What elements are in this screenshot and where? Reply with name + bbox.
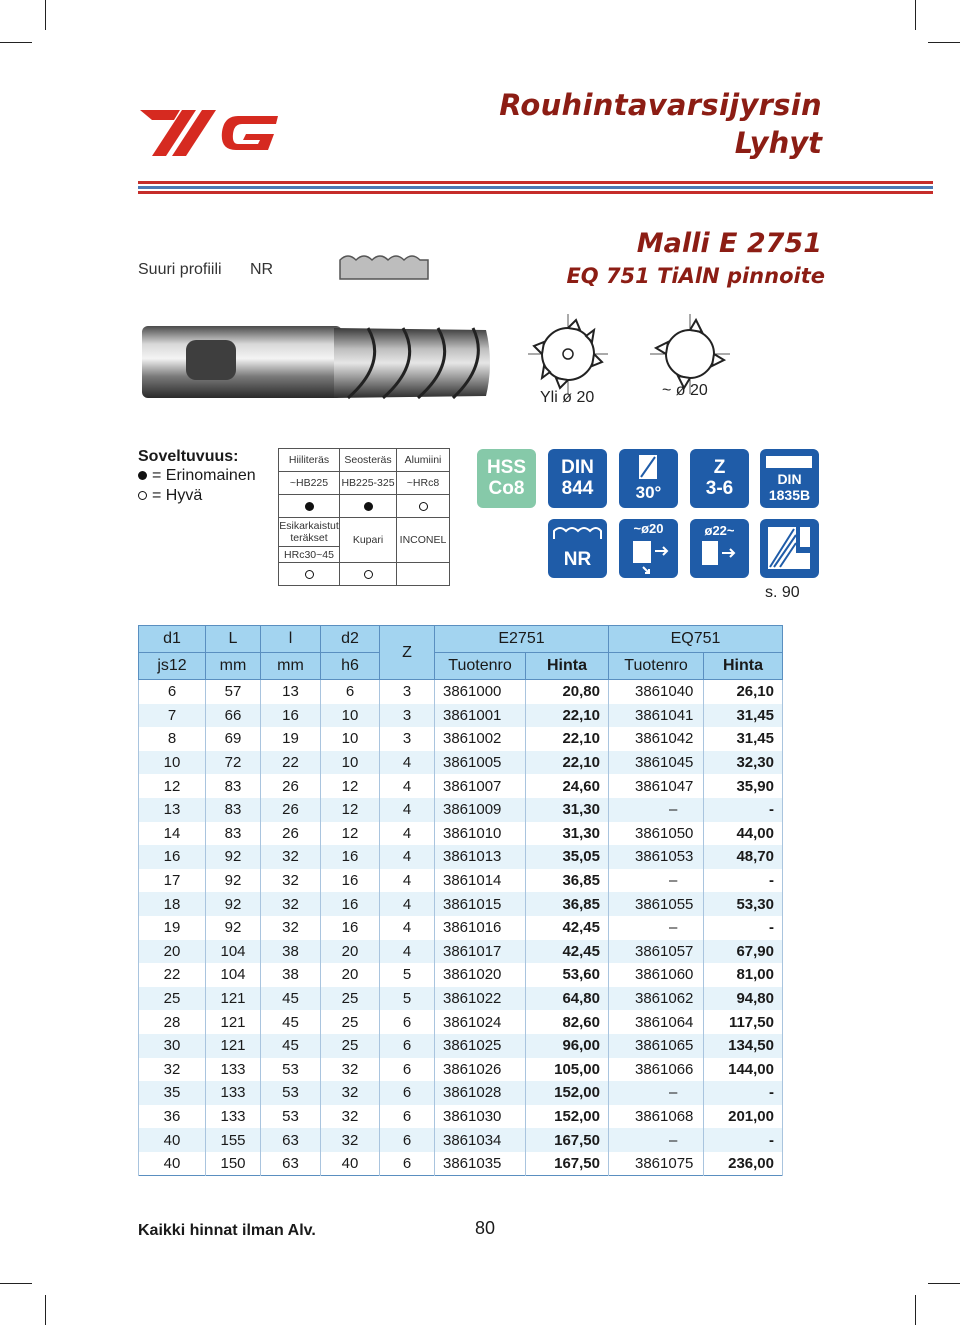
- table-cell: 3861000: [435, 680, 526, 704]
- table-row: [139, 727, 783, 751]
- table-cell: 14: [139, 822, 206, 846]
- col-price-eq: Hinta: [704, 653, 783, 680]
- table-cell: 10: [321, 727, 380, 751]
- col-z: Z: [380, 626, 435, 680]
- product-table: d1 L l d2 Z E2751 EQ751 js12 mm mm h6 Tuotenro Hinta Tuotenro Hinta 6 57 13 6 3 3861000 20,80 3861040 26,10 7 66 16 10 3 3861001 22,10 3861041 31,45 8 69 19 10 3 3861002 22,10 3861042 31,45 10 72 22 10 4 3861005 22,10 3861045 32,30 12 83 26 12 4 3861007 24,60 3861047 35,90 13 83 26 12 4 3861009 31,30 – - 14 83 26 12 4 3861010 31,30 3861050 44,00 16 92 32 16 4 3861013 35,05 3861053 48,70 17 92 32 16 4 3861014 36,85 – - 18 92 32 16 4 3861015 36,85 3861055 53,30 19 92 32 16 4 3861016 42,45 – - 20 104 38 20 4 3861017 42,45 3861057 67,90 22 104 38 20 5 3861020 53,60 3861060 81,00 25 121 45 25 5 3861022 64,80 3861062 94,80 28 121 45 25 6 3861024 82,60 3861064 117,50 30 121 45 25 6 3861025 96,00 3861065 134,50 32 133 53 32 6 3861026 105,00 3861066 144,00 35 133 53 32 6 3861028 152,00 – - 36 133 53 32 6 3861030 152,00 3861068 201,00 40 155 63 32 6 3861034 167,50 – - 40 150 63 40 6 3861035 167,50 3861075 236,00: [138, 625, 783, 1176]
- table-cell: 22: [261, 751, 321, 775]
- table-cell: 36,85: [526, 869, 609, 893]
- divider-stripe-red: [138, 181, 933, 184]
- table-cell: –: [609, 798, 704, 822]
- table-cell: 3861055: [609, 892, 704, 916]
- table-cell: 3861002: [435, 727, 526, 751]
- group-e2751: E2751: [435, 626, 609, 653]
- table-cell: 35,05: [526, 845, 609, 869]
- crop-mark: [915, 1295, 916, 1325]
- table-cell: 10: [321, 751, 380, 775]
- filled-dot-icon: [364, 502, 373, 511]
- table-row: [139, 1058, 783, 1082]
- table-cell: 152,00: [526, 1105, 609, 1129]
- table-cell: 22,10: [526, 727, 609, 751]
- table-cell: 117,50: [704, 1010, 783, 1034]
- table-cell: 3861010: [435, 822, 526, 846]
- table-cell: 3861053: [609, 845, 704, 869]
- table-cell: 167,50: [526, 1152, 609, 1176]
- table-row: [139, 704, 783, 728]
- table-cell: 35: [139, 1081, 206, 1105]
- table-cell: 3861015: [435, 892, 526, 916]
- table-cell: -: [704, 916, 783, 940]
- table-cell: –: [609, 916, 704, 940]
- filled-dot-icon: [305, 502, 314, 511]
- table-cell: 22: [139, 963, 206, 987]
- table-cell: 25: [139, 987, 206, 1011]
- table-cell: 20,80: [526, 680, 609, 704]
- table-cell: 96,00: [526, 1034, 609, 1058]
- table-cell: 53,30: [704, 892, 783, 916]
- table-cell: 167,50: [526, 1128, 609, 1152]
- shank-icon: [760, 452, 819, 472]
- cross-section-over-20-icon: [528, 314, 608, 399]
- table-cell: 40: [139, 1152, 206, 1176]
- table-cell: 32,30: [704, 751, 783, 775]
- table-row: [139, 822, 783, 846]
- open-dot-icon: [138, 491, 147, 500]
- table-cell: 4: [380, 751, 435, 775]
- shoulder-milling-icon: [760, 519, 819, 578]
- table-row: [139, 680, 783, 704]
- table-cell: 3861024: [435, 1010, 526, 1034]
- crop-mark: [928, 42, 960, 43]
- table-cell: 3861030: [435, 1105, 526, 1129]
- table-cell: 40: [321, 1152, 380, 1176]
- table-cell: 10: [321, 704, 380, 728]
- table-cell: 4: [380, 916, 435, 940]
- table-cell: 92: [206, 869, 261, 893]
- table-cell: -: [704, 1081, 783, 1105]
- cross-section-caption-2: ~ ø 20: [662, 382, 708, 399]
- table-cell: 12: [321, 774, 380, 798]
- table-cell: 20: [139, 940, 206, 964]
- table-cell: 72: [206, 751, 261, 775]
- table-cell: 105,00: [526, 1058, 609, 1082]
- table-cell: 3861014: [435, 869, 526, 893]
- table-cell: 36,85: [526, 892, 609, 916]
- table-cell: 67,90: [704, 940, 783, 964]
- table-cell: 5: [380, 987, 435, 1011]
- table-row: [139, 774, 783, 798]
- table-cell: 42,45: [526, 916, 609, 940]
- table-row: [139, 1105, 783, 1129]
- table-cell: 104: [206, 940, 261, 964]
- table-row: [139, 869, 783, 893]
- col-L: L: [206, 626, 261, 653]
- table-cell: 3: [380, 704, 435, 728]
- table-cell: 6: [380, 1081, 435, 1105]
- side-milling-badge: ø22~: [690, 519, 749, 578]
- table-cell: 66: [206, 704, 261, 728]
- table-cell: 3861035: [435, 1152, 526, 1176]
- page-number: 80: [475, 1218, 496, 1238]
- table-cell: 31,45: [704, 727, 783, 751]
- crop-mark: [928, 1283, 960, 1284]
- table-row: [139, 987, 783, 1011]
- cross-section-caption-1: Yli ø 20: [540, 389, 595, 406]
- table-cell: 32: [261, 916, 321, 940]
- table-cell: 20: [321, 963, 380, 987]
- table-cell: 3861017: [435, 940, 526, 964]
- nr-profile-icon: [338, 252, 430, 285]
- table-cell: 3861040: [609, 680, 704, 704]
- table-cell: 31,30: [526, 822, 609, 846]
- table-row: [139, 751, 783, 775]
- table-cell: 16: [139, 845, 206, 869]
- table-cell: 3861020: [435, 963, 526, 987]
- crop-mark: [915, 0, 916, 30]
- table-cell: 3861034: [435, 1128, 526, 1152]
- table-cell: 83: [206, 798, 261, 822]
- table-cell: 7: [139, 704, 206, 728]
- table-cell: 53: [261, 1105, 321, 1129]
- din-844-badge: DIN 844: [548, 449, 607, 508]
- table-cell: 53: [261, 1081, 321, 1105]
- legend-excellent: = Erinomainen: [138, 467, 256, 485]
- table-cell: 92: [206, 892, 261, 916]
- table-cell: 82,60: [526, 1010, 609, 1034]
- suitability-title: Soveltuvuus:: [138, 448, 239, 465]
- table-cell: 26: [261, 774, 321, 798]
- open-dot-icon: [305, 570, 314, 579]
- table-row: [139, 1128, 783, 1152]
- table-row: [139, 798, 783, 822]
- table-cell: 32: [321, 1058, 380, 1082]
- table-cell: 3: [380, 680, 435, 704]
- table-cell: 92: [206, 916, 261, 940]
- table-cell: 18: [139, 892, 206, 916]
- table-cell: 3861028: [435, 1081, 526, 1105]
- table-row: [139, 963, 783, 987]
- table-cell: 20: [321, 940, 380, 964]
- yg-logo: [138, 100, 283, 158]
- table-cell: –: [609, 1128, 704, 1152]
- crop-mark: [0, 42, 32, 43]
- table-cell: 38: [261, 940, 321, 964]
- table-cell: 32: [261, 869, 321, 893]
- table-cell: 25: [321, 1010, 380, 1034]
- table-cell: 28: [139, 1010, 206, 1034]
- table-cell: 6: [380, 1010, 435, 1034]
- table-cell: 26: [261, 822, 321, 846]
- table-cell: 6: [380, 1128, 435, 1152]
- application-badge: [760, 519, 819, 578]
- page-reference: s. 90: [765, 584, 800, 601]
- table-cell: 3861075: [609, 1152, 704, 1176]
- flutes-badge: Z 3-6: [690, 449, 749, 508]
- group-eq751: EQ751: [609, 626, 783, 653]
- hss-co8-badge: HSS Co8: [477, 449, 536, 508]
- table-cell: 42,45: [526, 940, 609, 964]
- table-cell: 32: [139, 1058, 206, 1082]
- table-cell: 6: [380, 1058, 435, 1082]
- table-cell: 6: [321, 680, 380, 704]
- table-cell: 26: [261, 798, 321, 822]
- table-cell: 3861007: [435, 774, 526, 798]
- table-cell: 24,60: [526, 774, 609, 798]
- table-cell: 3861060: [609, 963, 704, 987]
- table-cell: 3861047: [609, 774, 704, 798]
- side-milling-icon: [690, 539, 749, 575]
- table-cell: 3861013: [435, 845, 526, 869]
- table-row: [139, 940, 783, 964]
- slotting-badge: ~ø20: [619, 519, 678, 578]
- table-cell: 32: [261, 845, 321, 869]
- table-cell: 25: [321, 1034, 380, 1058]
- table-cell: 133: [206, 1081, 261, 1105]
- table-cell: 81,00: [704, 963, 783, 987]
- open-dot-icon: [419, 502, 428, 511]
- table-cell: 4: [380, 774, 435, 798]
- table-cell: 63: [261, 1128, 321, 1152]
- table-cell: 63: [261, 1152, 321, 1176]
- end-mill-image: [138, 318, 498, 413]
- table-cell: 152,00: [526, 1081, 609, 1105]
- table-cell: 4: [380, 822, 435, 846]
- page-subtitle: Lyhyt: [734, 126, 822, 160]
- table-cell: 121: [206, 987, 261, 1011]
- table-cell: 44,00: [704, 822, 783, 846]
- table-cell: -: [704, 798, 783, 822]
- table-cell: 3861068: [609, 1105, 704, 1129]
- table-cell: 83: [206, 774, 261, 798]
- filled-dot-icon: [138, 471, 147, 480]
- table-cell: 45: [261, 1034, 321, 1058]
- profile-value: NR: [250, 261, 274, 278]
- table-row: [139, 1152, 783, 1176]
- crop-mark: [0, 1283, 32, 1284]
- col-d1: d1: [139, 626, 206, 653]
- table-cell: 64,80: [526, 987, 609, 1011]
- table-cell: 121: [206, 1010, 261, 1034]
- table-cell: 6: [380, 1152, 435, 1176]
- table-cell: 150: [206, 1152, 261, 1176]
- table-cell: 3861005: [435, 751, 526, 775]
- helix-angle-badge: 30°: [619, 449, 678, 508]
- table-cell: -: [704, 869, 783, 893]
- table-cell: 3861009: [435, 798, 526, 822]
- table-cell: –: [609, 869, 704, 893]
- table-cell: 6: [380, 1105, 435, 1129]
- table-cell: 32: [321, 1105, 380, 1129]
- table-cell: 4: [380, 798, 435, 822]
- table-cell: 25: [321, 987, 380, 1011]
- table-cell: 19: [139, 916, 206, 940]
- table-cell: 3861065: [609, 1034, 704, 1058]
- table-cell: 8: [139, 727, 206, 751]
- table-cell: –: [609, 1081, 704, 1105]
- table-cell: 16: [321, 892, 380, 916]
- table-cell: 3861057: [609, 940, 704, 964]
- table-cell: 121: [206, 1034, 261, 1058]
- table-cell: 4: [380, 845, 435, 869]
- table-cell: 13: [139, 798, 206, 822]
- table-cell: 16: [261, 704, 321, 728]
- table-cell: 12: [321, 822, 380, 846]
- table-cell: 12: [321, 798, 380, 822]
- table-row: [139, 892, 783, 916]
- table-cell: 3861025: [435, 1034, 526, 1058]
- table-cell: 16: [321, 845, 380, 869]
- profile-label: Suuri profiili: [138, 261, 222, 278]
- table-cell: 32: [321, 1128, 380, 1152]
- divider-stripe-blue: [138, 186, 933, 189]
- table-cell: -: [704, 1128, 783, 1152]
- table-cell: 12: [139, 774, 206, 798]
- table-cell: 3861066: [609, 1058, 704, 1082]
- nr-profile-badge: NR: [548, 519, 607, 578]
- table-cell: 19: [261, 727, 321, 751]
- col-l: l: [261, 626, 321, 653]
- table-cell: 32: [261, 892, 321, 916]
- model-coating: EQ 751 TiAlN pinnoite: [566, 264, 825, 288]
- table-cell: 45: [261, 987, 321, 1011]
- table-cell: 104: [206, 963, 261, 987]
- model-name: Malli E 2751: [636, 228, 822, 259]
- table-cell: 134,50: [704, 1034, 783, 1058]
- table-cell: 40: [139, 1128, 206, 1152]
- table-cell: 3861022: [435, 987, 526, 1011]
- table-cell: 30: [139, 1034, 206, 1058]
- table-cell: 3861041: [609, 704, 704, 728]
- table-cell: 22,10: [526, 704, 609, 728]
- table-cell: 3861001: [435, 704, 526, 728]
- table-row: [139, 1034, 783, 1058]
- table-cell: 3861026: [435, 1058, 526, 1082]
- table-cell: 133: [206, 1105, 261, 1129]
- table-cell: 16: [321, 869, 380, 893]
- col-code-eq: Tuotenro: [609, 653, 704, 680]
- table-cell: 236,00: [704, 1152, 783, 1176]
- crop-mark: [45, 1295, 46, 1325]
- footer-note: Kaikki hinnat ilman Alv.: [138, 1222, 316, 1239]
- table-cell: 3861042: [609, 727, 704, 751]
- din-1835b-badge: DIN 1835B: [760, 449, 819, 508]
- table-cell: 3861062: [609, 987, 704, 1011]
- table-row: [139, 1081, 783, 1105]
- table-cell: 53,60: [526, 963, 609, 987]
- table-cell: 3861050: [609, 822, 704, 846]
- table-cell: 17: [139, 869, 206, 893]
- table-cell: 201,00: [704, 1105, 783, 1129]
- table-cell: 133: [206, 1058, 261, 1082]
- table-cell: 3861016: [435, 916, 526, 940]
- divider-stripe-red: [138, 191, 933, 194]
- table-cell: 48,70: [704, 845, 783, 869]
- table-cell: 6: [380, 1034, 435, 1058]
- helix-icon: [619, 451, 678, 481]
- open-dot-icon: [364, 570, 373, 579]
- table-cell: 16: [321, 916, 380, 940]
- table-cell: 3: [380, 727, 435, 751]
- legend-good: = Hyvä: [138, 487, 202, 505]
- table-cell: 83: [206, 822, 261, 846]
- crop-mark: [45, 0, 46, 30]
- table-cell: 22,10: [526, 751, 609, 775]
- table-cell: 4: [380, 892, 435, 916]
- table-cell: 35,90: [704, 774, 783, 798]
- slotting-icon: [619, 537, 678, 577]
- col-code-e: Tuotenro: [435, 653, 526, 680]
- table-cell: 36: [139, 1105, 206, 1129]
- table-cell: 31,30: [526, 798, 609, 822]
- table-cell: 144,00: [704, 1058, 783, 1082]
- table-cell: 38: [261, 963, 321, 987]
- rough-profile-icon: [548, 523, 607, 543]
- table-row: [139, 845, 783, 869]
- table-cell: 4: [380, 940, 435, 964]
- table-cell: 26,10: [704, 680, 783, 704]
- table-cell: 3861064: [609, 1010, 704, 1034]
- table-cell: 6: [139, 680, 206, 704]
- table-cell: 31,45: [704, 704, 783, 728]
- table-row: [139, 916, 783, 940]
- table-cell: 10: [139, 751, 206, 775]
- col-d2: d2: [321, 626, 380, 653]
- table-cell: 32: [321, 1081, 380, 1105]
- table-cell: 13: [261, 680, 321, 704]
- table-cell: 155: [206, 1128, 261, 1152]
- col-price-e: Hinta: [526, 653, 609, 680]
- table-cell: 3861045: [609, 751, 704, 775]
- table-cell: 5: [380, 963, 435, 987]
- table-cell: 4: [380, 869, 435, 893]
- table-cell: 57: [206, 680, 261, 704]
- table-cell: 53: [261, 1058, 321, 1082]
- table-cell: 92: [206, 845, 261, 869]
- table-cell: 45: [261, 1010, 321, 1034]
- table-row: [139, 1010, 783, 1034]
- table-cell: 94,80: [704, 987, 783, 1011]
- page-title: Rouhintavarsijyrsin: [499, 88, 822, 122]
- material-table: Hiiliteräs Seosteräs Alumiini ~HB225 HB225-325 ~HRc8 Esikarkaistut teräkset HRc30~45 Kupari INCONEL: [278, 448, 450, 586]
- table-cell: 69: [206, 727, 261, 751]
